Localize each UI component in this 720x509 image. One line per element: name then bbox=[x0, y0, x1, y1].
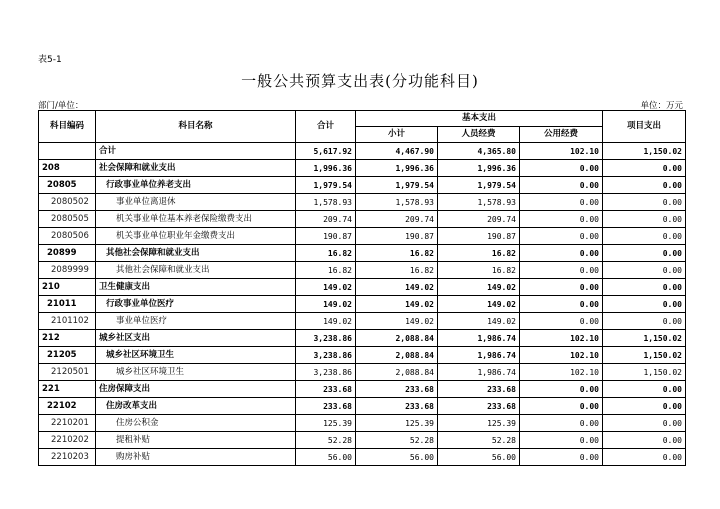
cell-name: 机关事业单位基本养老保险缴费支出 bbox=[96, 211, 296, 228]
unit-label: 单位：万元 bbox=[640, 101, 683, 111]
table-row bbox=[39, 228, 686, 245]
cell-project: 1,150.02 bbox=[603, 364, 686, 381]
cell-name: 机关事业单位职业年金缴费支出 bbox=[96, 228, 296, 245]
cell-project: 1,150.02 bbox=[603, 143, 686, 160]
cell-code: 2101102 bbox=[39, 313, 96, 330]
cell-project: 0.00 bbox=[603, 415, 686, 432]
cell-subtotal: 52.28 bbox=[356, 432, 438, 449]
cell-public: 0.00 bbox=[520, 432, 603, 449]
cell-subtotal: 56.00 bbox=[356, 449, 438, 466]
cell-project: 0.00 bbox=[603, 279, 686, 296]
cell-name: 其他社会保障和就业支出 bbox=[96, 262, 296, 279]
cell-name: 其他社会保障和就业支出 bbox=[96, 245, 296, 262]
cell-public: 0.00 bbox=[520, 160, 603, 177]
cell-total: 190.87 bbox=[296, 228, 356, 245]
cell-public: 0.00 bbox=[520, 194, 603, 211]
cell-public: 0.00 bbox=[520, 211, 603, 228]
cell-total: 233.68 bbox=[296, 381, 356, 398]
cell-code: 212 bbox=[39, 330, 96, 347]
cell-public: 0.00 bbox=[520, 313, 603, 330]
cell-personnel: 16.82 bbox=[438, 262, 520, 279]
cell-project: 0.00 bbox=[603, 432, 686, 449]
table-row bbox=[39, 194, 686, 211]
cell-personnel: 233.68 bbox=[438, 398, 520, 415]
cell-name: 社会保障和就业支出 bbox=[96, 160, 296, 177]
cell-total: 1,578.93 bbox=[296, 194, 356, 211]
cell-subtotal: 1,979.54 bbox=[356, 177, 438, 194]
cell-name: 合计 bbox=[96, 143, 296, 160]
cell-total: 1,979.54 bbox=[296, 177, 356, 194]
cell-name: 事业单位离退休 bbox=[96, 194, 296, 211]
cell-subtotal: 2,088.84 bbox=[356, 347, 438, 364]
cell-personnel: 56.00 bbox=[438, 449, 520, 466]
department-label: 部门/单位： bbox=[38, 101, 84, 111]
cell-project: 0.00 bbox=[603, 296, 686, 313]
cell-public: 102.10 bbox=[520, 330, 603, 347]
cell-subtotal: 233.68 bbox=[356, 381, 438, 398]
cell-public: 0.00 bbox=[520, 398, 603, 415]
cell-code: 2210203 bbox=[39, 449, 96, 466]
cell-subtotal: 2,088.84 bbox=[356, 364, 438, 381]
cell-total: 16.82 bbox=[296, 262, 356, 279]
table-row bbox=[39, 398, 686, 415]
cell-public: 102.10 bbox=[520, 364, 603, 381]
cell-total: 3,238.86 bbox=[296, 347, 356, 364]
cell-code: 21205 bbox=[39, 347, 96, 364]
table-row bbox=[39, 381, 686, 398]
cell-subtotal: 190.87 bbox=[356, 228, 438, 245]
cell-total: 1,996.36 bbox=[296, 160, 356, 177]
cell-name: 事业单位医疗 bbox=[96, 313, 296, 330]
cell-project: 0.00 bbox=[603, 245, 686, 262]
cell-personnel: 1,986.74 bbox=[438, 330, 520, 347]
column-header-subtotal: 小计 bbox=[356, 127, 438, 143]
column-header-total: 合计 bbox=[296, 111, 356, 143]
cell-subtotal: 149.02 bbox=[356, 296, 438, 313]
column-header-public: 公用经费 bbox=[520, 127, 603, 143]
table-row bbox=[39, 245, 686, 262]
cell-total: 149.02 bbox=[296, 313, 356, 330]
cell-project: 0.00 bbox=[603, 194, 686, 211]
cell-code: 2089999 bbox=[39, 262, 96, 279]
cell-subtotal: 1,578.93 bbox=[356, 194, 438, 211]
cell-subtotal: 16.82 bbox=[356, 262, 438, 279]
budget-table bbox=[38, 110, 686, 466]
cell-name: 住房改革支出 bbox=[96, 398, 296, 415]
cell-total: 56.00 bbox=[296, 449, 356, 466]
cell-code: 210 bbox=[39, 279, 96, 296]
cell-name: 行政事业单位医疗 bbox=[96, 296, 296, 313]
cell-personnel: 1,578.93 bbox=[438, 194, 520, 211]
cell-public: 0.00 bbox=[520, 228, 603, 245]
cell-public: 0.00 bbox=[520, 245, 603, 262]
table-row bbox=[39, 415, 686, 432]
cell-code: 221 bbox=[39, 381, 96, 398]
cell-project: 0.00 bbox=[603, 381, 686, 398]
cell-public: 0.00 bbox=[520, 296, 603, 313]
cell-personnel: 1,986.74 bbox=[438, 347, 520, 364]
table-row bbox=[39, 160, 686, 177]
cell-code: 2080506 bbox=[39, 228, 96, 245]
table-row bbox=[39, 330, 686, 347]
cell-total: 3,238.86 bbox=[296, 364, 356, 381]
table-row bbox=[39, 211, 686, 228]
cell-code: 21011 bbox=[39, 296, 96, 313]
cell-name: 城乡社区支出 bbox=[96, 330, 296, 347]
cell-public: 0.00 bbox=[520, 449, 603, 466]
cell-public: 0.00 bbox=[520, 381, 603, 398]
cell-code bbox=[39, 143, 96, 160]
cell-public: 0.00 bbox=[520, 279, 603, 296]
cell-personnel: 233.68 bbox=[438, 381, 520, 398]
cell-subtotal: 233.68 bbox=[356, 398, 438, 415]
table-row bbox=[39, 347, 686, 364]
table-row bbox=[39, 432, 686, 449]
cell-public: 102.10 bbox=[520, 143, 603, 160]
table-body bbox=[39, 143, 686, 466]
cell-subtotal: 125.39 bbox=[356, 415, 438, 432]
cell-subtotal: 149.02 bbox=[356, 313, 438, 330]
cell-project: 1,150.02 bbox=[603, 330, 686, 347]
column-header-name: 科目名称 bbox=[96, 111, 296, 143]
cell-code: 20899 bbox=[39, 245, 96, 262]
table-row bbox=[39, 313, 686, 330]
cell-personnel: 1,996.36 bbox=[438, 160, 520, 177]
cell-code: 208 bbox=[39, 160, 96, 177]
cell-name: 住房公积金 bbox=[96, 415, 296, 432]
cell-subtotal: 149.02 bbox=[356, 279, 438, 296]
table-row bbox=[39, 296, 686, 313]
cell-code: 22102 bbox=[39, 398, 96, 415]
cell-public: 0.00 bbox=[520, 415, 603, 432]
cell-personnel: 1,986.74 bbox=[438, 364, 520, 381]
cell-subtotal: 209.74 bbox=[356, 211, 438, 228]
table-row bbox=[39, 364, 686, 381]
cell-subtotal: 1,996.36 bbox=[356, 160, 438, 177]
cell-name: 提租补贴 bbox=[96, 432, 296, 449]
cell-project: 0.00 bbox=[603, 398, 686, 415]
table-row bbox=[39, 449, 686, 466]
cell-project: 0.00 bbox=[603, 177, 686, 194]
cell-code: 2080505 bbox=[39, 211, 96, 228]
cell-personnel: 190.87 bbox=[438, 228, 520, 245]
cell-name: 住房保障支出 bbox=[96, 381, 296, 398]
cell-project: 1,150.02 bbox=[603, 347, 686, 364]
cell-name: 购房补贴 bbox=[96, 449, 296, 466]
table-row bbox=[39, 279, 686, 296]
table-number: 表5-1 bbox=[38, 55, 62, 65]
table-row bbox=[39, 143, 686, 160]
cell-personnel: 149.02 bbox=[438, 296, 520, 313]
cell-total: 149.02 bbox=[296, 296, 356, 313]
table-row bbox=[39, 177, 686, 194]
cell-public: 0.00 bbox=[520, 177, 603, 194]
cell-project: 0.00 bbox=[603, 160, 686, 177]
cell-total: 233.68 bbox=[296, 398, 356, 415]
cell-name: 卫生健康支出 bbox=[96, 279, 296, 296]
cell-personnel: 149.02 bbox=[438, 313, 520, 330]
cell-personnel: 1,979.54 bbox=[438, 177, 520, 194]
page-title: 一般公共预算支出表(分功能科目) bbox=[241, 72, 479, 90]
cell-name: 城乡社区环境卫生 bbox=[96, 347, 296, 364]
column-header-personnel: 人员经费 bbox=[438, 127, 520, 143]
cell-project: 0.00 bbox=[603, 228, 686, 245]
cell-project: 0.00 bbox=[603, 449, 686, 466]
cell-personnel: 149.02 bbox=[438, 279, 520, 296]
cell-personnel: 16.82 bbox=[438, 245, 520, 262]
cell-public: 0.00 bbox=[520, 262, 603, 279]
cell-total: 149.02 bbox=[296, 279, 356, 296]
cell-project: 0.00 bbox=[603, 211, 686, 228]
cell-total: 52.28 bbox=[296, 432, 356, 449]
cell-total: 125.39 bbox=[296, 415, 356, 432]
column-header-project: 项目支出 bbox=[603, 111, 686, 143]
cell-name: 城乡社区环境卫生 bbox=[96, 364, 296, 381]
cell-code: 2210201 bbox=[39, 415, 96, 432]
cell-subtotal: 16.82 bbox=[356, 245, 438, 262]
cell-total: 16.82 bbox=[296, 245, 356, 262]
cell-public: 102.10 bbox=[520, 347, 603, 364]
cell-project: 0.00 bbox=[603, 313, 686, 330]
cell-project: 0.00 bbox=[603, 262, 686, 279]
cell-code: 2210202 bbox=[39, 432, 96, 449]
cell-personnel: 125.39 bbox=[438, 415, 520, 432]
cell-subtotal: 4,467.90 bbox=[356, 143, 438, 160]
column-header-code: 科目编码 bbox=[39, 111, 96, 143]
cell-personnel: 52.28 bbox=[438, 432, 520, 449]
cell-personnel: 4,365.80 bbox=[438, 143, 520, 160]
cell-code: 2120501 bbox=[39, 364, 96, 381]
header-row bbox=[39, 111, 686, 127]
cell-code: 2080502 bbox=[39, 194, 96, 211]
cell-name: 行政事业单位养老支出 bbox=[96, 177, 296, 194]
cell-total: 209.74 bbox=[296, 211, 356, 228]
cell-subtotal: 2,088.84 bbox=[356, 330, 438, 347]
column-header-basic: 基本支出 bbox=[356, 111, 603, 127]
cell-personnel: 209.74 bbox=[438, 211, 520, 228]
cell-total: 5,617.92 bbox=[296, 143, 356, 160]
cell-code: 20805 bbox=[39, 177, 96, 194]
table-row bbox=[39, 262, 686, 279]
cell-total: 3,238.86 bbox=[296, 330, 356, 347]
